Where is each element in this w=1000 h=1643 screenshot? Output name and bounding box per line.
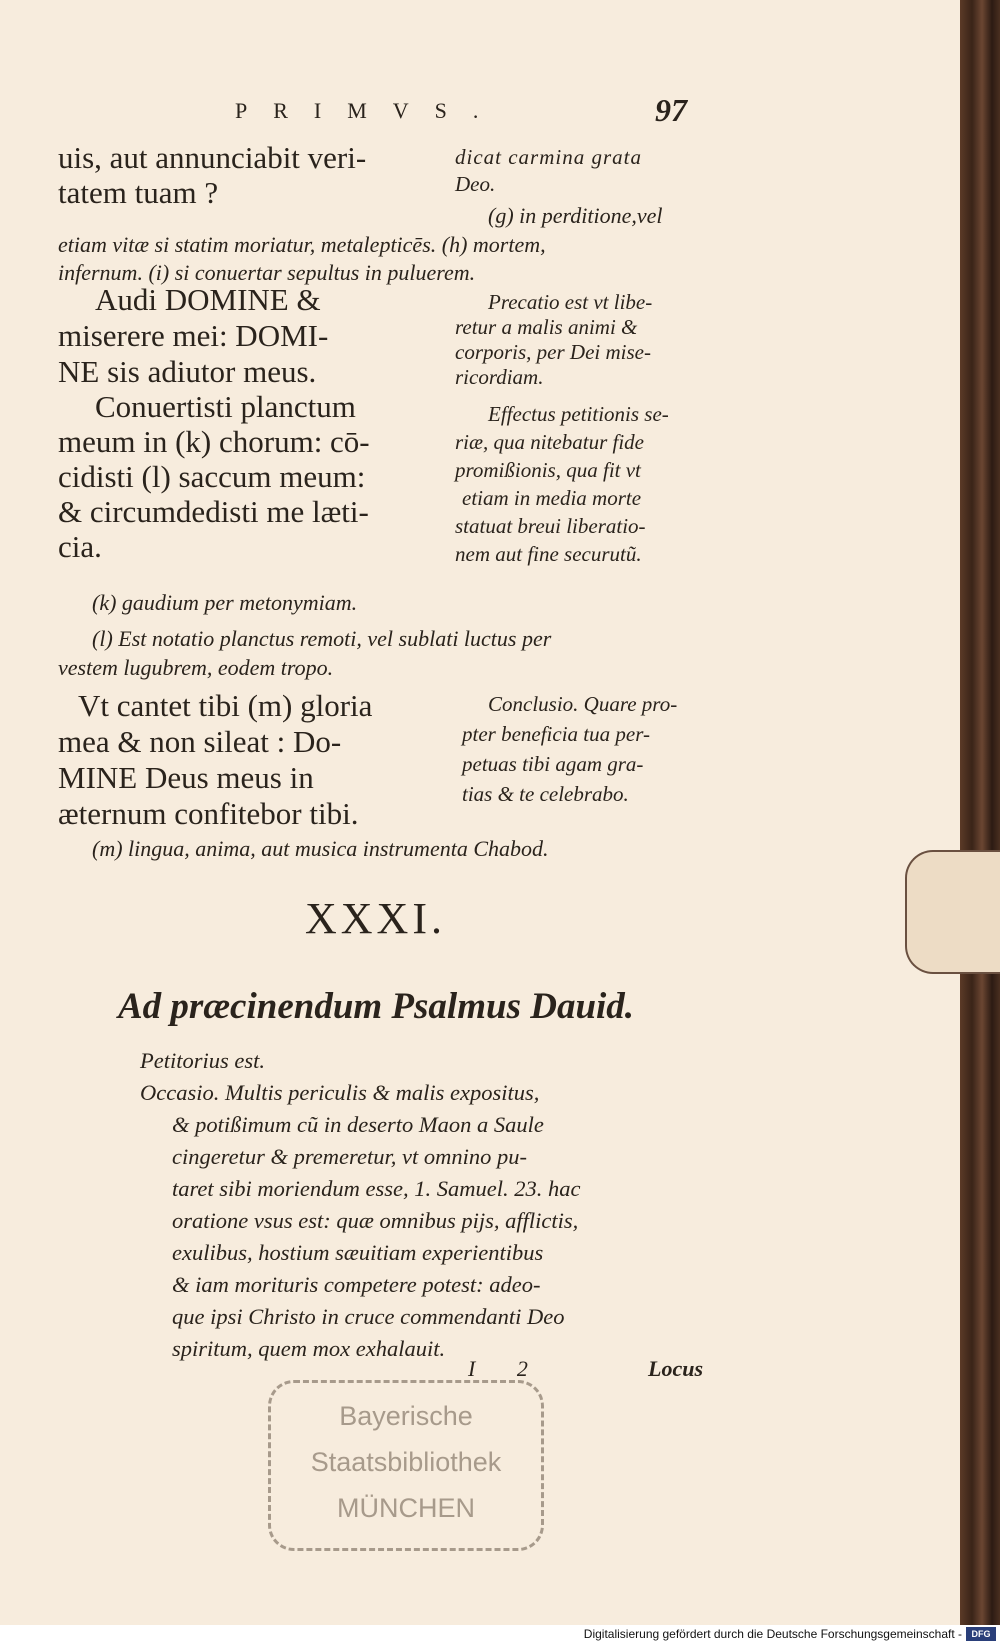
- gloss-line: Conclusio. Quare pro-: [488, 692, 678, 716]
- verse-line: Vt cantet tibi (m) gloria: [78, 688, 373, 723]
- verse-line: æternum confitebor tibi.: [58, 796, 359, 831]
- gloss-line: petuas tibi agam gra-: [462, 752, 644, 776]
- verse-line: & circumdedisti me læti-: [58, 494, 369, 529]
- gloss-line: statuat breui liberatio-: [455, 514, 646, 538]
- occasio-line: & iam morituris competere potest: adeo-: [172, 1272, 541, 1297]
- gloss-line: nem aut fine securutũ.: [455, 542, 642, 566]
- occasio-line: & potißimum cũ in deserto Maon a Saule: [172, 1112, 544, 1137]
- occasio-line: que ipsi Christo in cruce commendanti Deo: [172, 1304, 565, 1329]
- gloss-line: Deo.: [455, 172, 496, 196]
- gloss-line: riæ, qua nitebatur fide: [455, 430, 644, 454]
- psalm-title: Ad præcinendum Psalmus Dauid.: [118, 986, 635, 1027]
- occasio-line: taret sibi moriendum esse, 1. Samuel. 23. hac: [172, 1176, 581, 1201]
- gloss-line: Effectus petitionis se-: [488, 402, 669, 426]
- page-clip-tab: [905, 850, 1000, 974]
- stamp-line: Staatsbibliothek: [310, 1447, 502, 1477]
- footnote-line: infernum. (i) si conuertar sepultus in puluerem.: [58, 260, 476, 285]
- footer-text: Digitalisierung gefördert durch die Deutsche Forschungsgemeinschaft -: [583, 1627, 962, 1641]
- verse-line: cidisti (l) saccum meum:: [58, 459, 366, 494]
- verse-line: mea & non sileat : Do-: [58, 724, 342, 759]
- gloss-line: Precatio est vt libe-: [488, 290, 653, 314]
- gloss-line: etiam in media morte: [462, 486, 642, 510]
- gloss-line: promißionis, qua fit vt: [455, 458, 641, 482]
- psalm-number: XXXI.: [305, 894, 446, 943]
- library-stamp: [268, 1380, 544, 1551]
- gloss-line: dicat carmina grata: [455, 145, 642, 169]
- main-text-line: tatem tuam ?: [58, 175, 219, 210]
- gloss-line: tias & te celebrabo.: [462, 782, 629, 806]
- dfg-logo: DFG: [966, 1627, 996, 1641]
- stamp-line: MÜNCHEN: [337, 1493, 475, 1523]
- occasio-line: Occasio. Multis periculis & malis expositus,: [140, 1080, 540, 1105]
- footnote-line: (g) in perditione,vel: [488, 203, 663, 228]
- verse-line: meum in (k) chorum: cō-: [58, 424, 370, 459]
- occasio-line: oratione vsus est: quæ omnibus pijs, afflictis,: [172, 1208, 579, 1233]
- footer-credit: [0, 1625, 1000, 1643]
- verse-line: miserere mei: DOMI-: [58, 318, 329, 353]
- footnote-line: etiam vitæ si statim moriatur, metalepticēs. (h) mortem,: [58, 232, 546, 257]
- running-title: PRIMVS.: [235, 98, 505, 123]
- verse-line: Audi DOMINE &: [95, 282, 321, 317]
- gloss-line: ricordiam.: [455, 365, 544, 389]
- footnote-line: vestem lugubrem, eodem tropo.: [58, 655, 334, 680]
- footnote-line: (m) lingua, anima, aut musica instrumenta Chabod.: [92, 836, 549, 861]
- footnote-line: (l) Est notatio planctus remoti, vel sublati luctus per: [92, 626, 552, 651]
- main-text-line: uis, aut annunciabit veri-: [58, 140, 367, 175]
- page-number: 97: [655, 92, 687, 128]
- verse-line: NE sis adiutor meus.: [58, 354, 317, 389]
- occasio-line: spiritum, quem mox exhalauit.: [172, 1336, 446, 1361]
- catchword: Locus: [648, 1356, 703, 1381]
- gloss-line: pter beneficia tua per-: [462, 722, 650, 746]
- signature-mark: I 2: [468, 1356, 546, 1381]
- gloss-line: corporis, per Dei mise-: [455, 340, 651, 364]
- verse-line: MINE Deus meus in: [58, 760, 314, 795]
- footnote-line: (k) gaudium per metonymiam.: [92, 590, 358, 615]
- occasio-line: cingeretur & premeretur, vt omnino pu-: [172, 1144, 527, 1169]
- book-binding-edge: [960, 0, 1000, 1625]
- psalm-type-line: Petitorius est.: [140, 1048, 265, 1073]
- occasio-line: exulibus, hostium sæuitiam experientibus: [172, 1240, 544, 1265]
- stamp-line: Bayerische: [339, 1401, 473, 1431]
- verse-line: Conuertisti planctum: [95, 389, 356, 424]
- verse-line: cia.: [58, 529, 102, 564]
- gloss-line: retur a malis animi &: [455, 315, 638, 339]
